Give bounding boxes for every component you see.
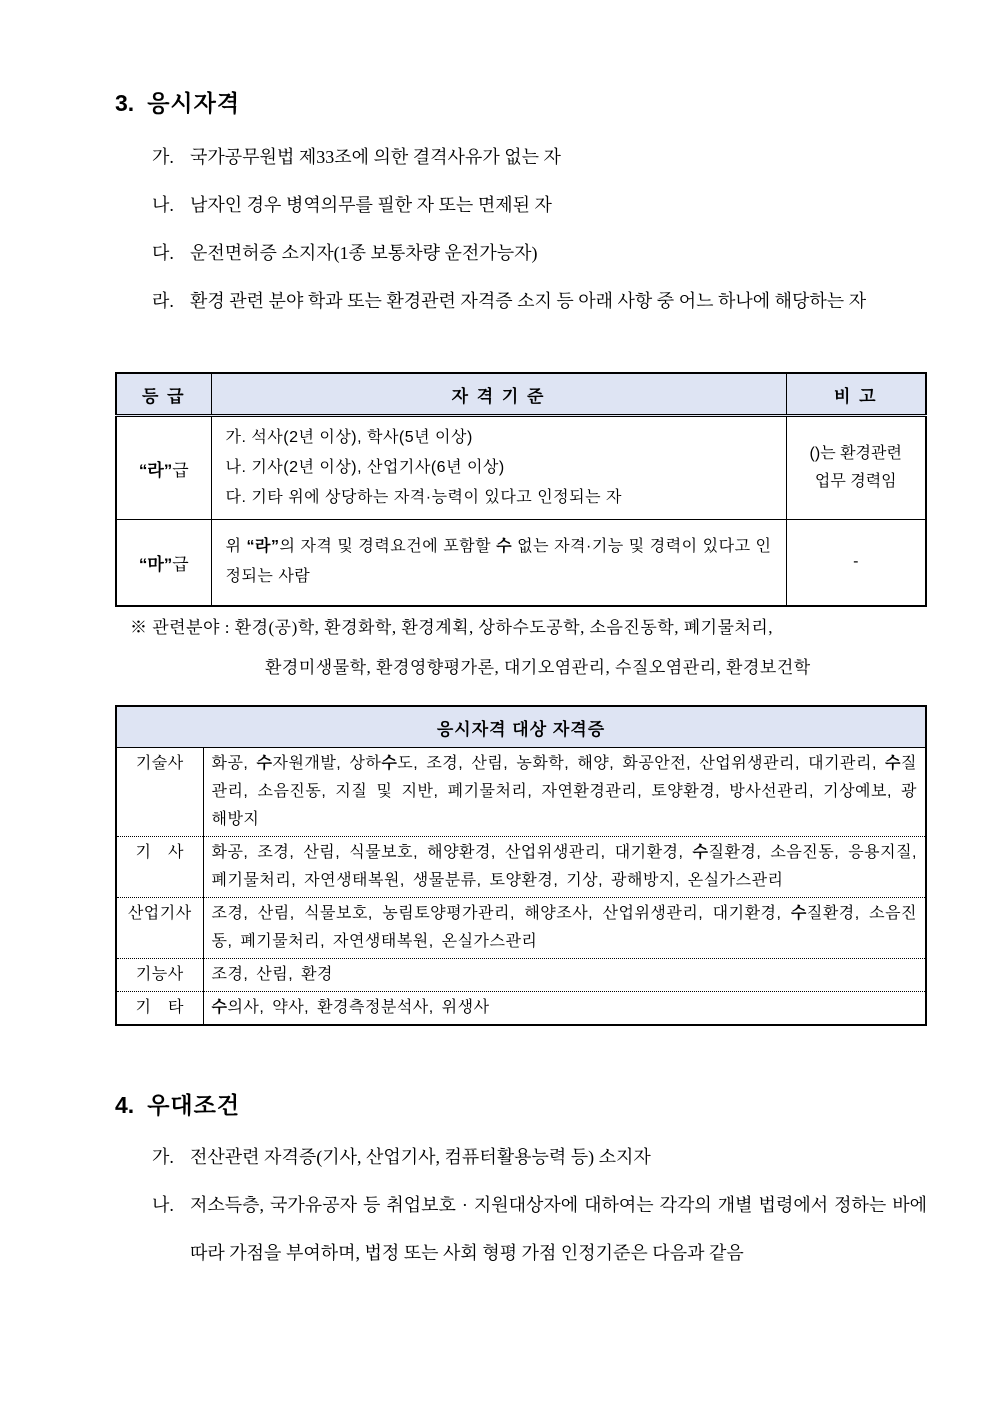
list-item-text: 운전면허증 소지자(1종 보통차량 운전가능자) bbox=[190, 243, 538, 263]
section-4-items bbox=[152, 1133, 927, 1277]
cert-category: 산업기사 bbox=[116, 898, 203, 959]
cert-list: 조경, 산림, 환경 bbox=[203, 959, 926, 992]
list-item-text: 저소득층, 국가유공자 등 취업보호 · 지원대상자에 대하여는 각각의 개별 법령에서 정하는 바에 따라 가점을 부여하며, 법정 또는 사회 형평 가점 인정기준은 다음과 같음 bbox=[190, 1195, 927, 1263]
note-cell: - bbox=[786, 520, 926, 606]
section-3-title bbox=[115, 88, 240, 118]
list-item-text: 남자인 경우 병역의무를 필한 자 또는 면제된 자 bbox=[190, 195, 552, 215]
section-4-title bbox=[115, 1090, 240, 1120]
related-fields-note bbox=[130, 608, 927, 688]
criteria-cell: 위 “라”의 자격 및 경력요건에 포함할 수 없는 자격·기능 및 경력이 있다고 인정되는 사람 bbox=[211, 520, 786, 606]
list-item bbox=[152, 277, 927, 325]
table-row bbox=[116, 520, 926, 606]
header-note: 비 고 bbox=[786, 373, 926, 416]
table-row bbox=[116, 748, 926, 837]
list-item-label: 가. bbox=[152, 1147, 174, 1167]
section-3-number: 3. bbox=[115, 90, 135, 116]
criteria-cell bbox=[211, 416, 786, 520]
note-line: 업무 경력임 bbox=[814, 473, 897, 490]
cert-table-title: 응시자격 대상 자격증 bbox=[116, 706, 926, 748]
cert-list: 화공, 수자원개발, 상하수도, 조경, 산림, 농화학, 해양, 화공안전, 산업위생관리, 대기관리, 수질관리, 소음진동, 지질 및 지반, 폐기물처리, 자연환경관리, 토양환경, 방사선관리, 기상예보, 광해방지 bbox=[203, 748, 926, 837]
section-4-heading: 우대조건 bbox=[147, 1092, 241, 1118]
list-item-label: 가. bbox=[152, 147, 174, 167]
section-3-items bbox=[152, 133, 927, 325]
cert-list: 조경, 산림, 식물보호, 농림토양평가관리, 해양조사, 산업위생관리, 대기환경, 수질환경, 소음진동, 폐기물처리, 자연생태복원, 온실가스관리 bbox=[203, 898, 926, 959]
table-row bbox=[116, 837, 926, 898]
cert-list: 수의사, 약사, 환경측정분석사, 위생사 bbox=[203, 992, 926, 1026]
related-fields-note-line: ※ 관련분야 : 환경(공)학, 환경화학, 환경계획, 상하수도공학, 소음진동학, 폐기물처리, bbox=[130, 618, 774, 637]
eligible-certificates-table bbox=[115, 705, 927, 1026]
table-row bbox=[116, 992, 926, 1026]
grade-criteria-table bbox=[115, 372, 927, 607]
list-item bbox=[152, 133, 927, 181]
list-item-text: 환경 관련 분야 학과 또는 환경관련 자격증 소지 등 아래 사항 중 어느 하나에 해당하는 자 bbox=[190, 291, 867, 311]
cert-list: 화공, 조경, 산림, 식물보호, 해양환경, 산업위생관리, 대기환경, 수질환경, 소음진동, 응용지질, 폐기물처리, 자연생태복원, 생물분류, 토양환경, 기상, 광해방지, 온실가스관리 bbox=[203, 837, 926, 898]
table-header-row bbox=[116, 706, 926, 748]
list-item-label: 다. bbox=[152, 243, 174, 263]
section-4-number: 4. bbox=[115, 1092, 135, 1118]
list-item bbox=[152, 229, 927, 277]
criteria-line: 다. 기타 위에 상당하는 자격·능력이 있다고 인정되는 자 bbox=[225, 489, 622, 506]
criteria-line: 나. 기사(2년 이상), 산업기사(6년 이상) bbox=[225, 459, 505, 476]
table-row bbox=[116, 959, 926, 992]
list-item bbox=[152, 1181, 927, 1277]
related-fields-note-line: 환경미생물학, 환경영향평가론, 대기오염관리, 수질오염관리, 환경보건학 bbox=[265, 658, 811, 677]
cert-category: 기 사 bbox=[116, 837, 203, 898]
list-item-text: 국가공무원법 제33조에 의한 결격사유가 없는 자 bbox=[190, 147, 561, 167]
list-item-label: 나. bbox=[152, 1195, 174, 1215]
cert-category: 기 타 bbox=[116, 992, 203, 1026]
section-3-heading: 응시자격 bbox=[147, 90, 241, 116]
table-row bbox=[116, 416, 926, 520]
header-criteria: 자 격 기 준 bbox=[211, 373, 786, 416]
cert-category: 기능사 bbox=[116, 959, 203, 992]
criteria-line: 가. 석사(2년 이상), 학사(5년 이상) bbox=[225, 429, 473, 446]
list-item bbox=[152, 181, 927, 229]
table-row bbox=[116, 898, 926, 959]
document-page bbox=[115, 0, 927, 1403]
list-item-label: 나. bbox=[152, 195, 174, 215]
cert-category: 기술사 bbox=[116, 748, 203, 837]
list-item bbox=[152, 1133, 927, 1181]
note-cell bbox=[786, 416, 926, 520]
list-item-text: 전산관련 자격증(기사, 산업기사, 컴퓨터활용능력 등) 소지자 bbox=[190, 1147, 651, 1167]
grade-cell: “라”급 bbox=[116, 416, 211, 520]
grade-cell: “마”급 bbox=[116, 520, 211, 606]
header-grade: 등 급 bbox=[116, 373, 211, 416]
table-header-row bbox=[116, 373, 926, 416]
note-line: ()는 환경관련 bbox=[809, 445, 902, 462]
list-item-label: 라. bbox=[152, 291, 174, 311]
